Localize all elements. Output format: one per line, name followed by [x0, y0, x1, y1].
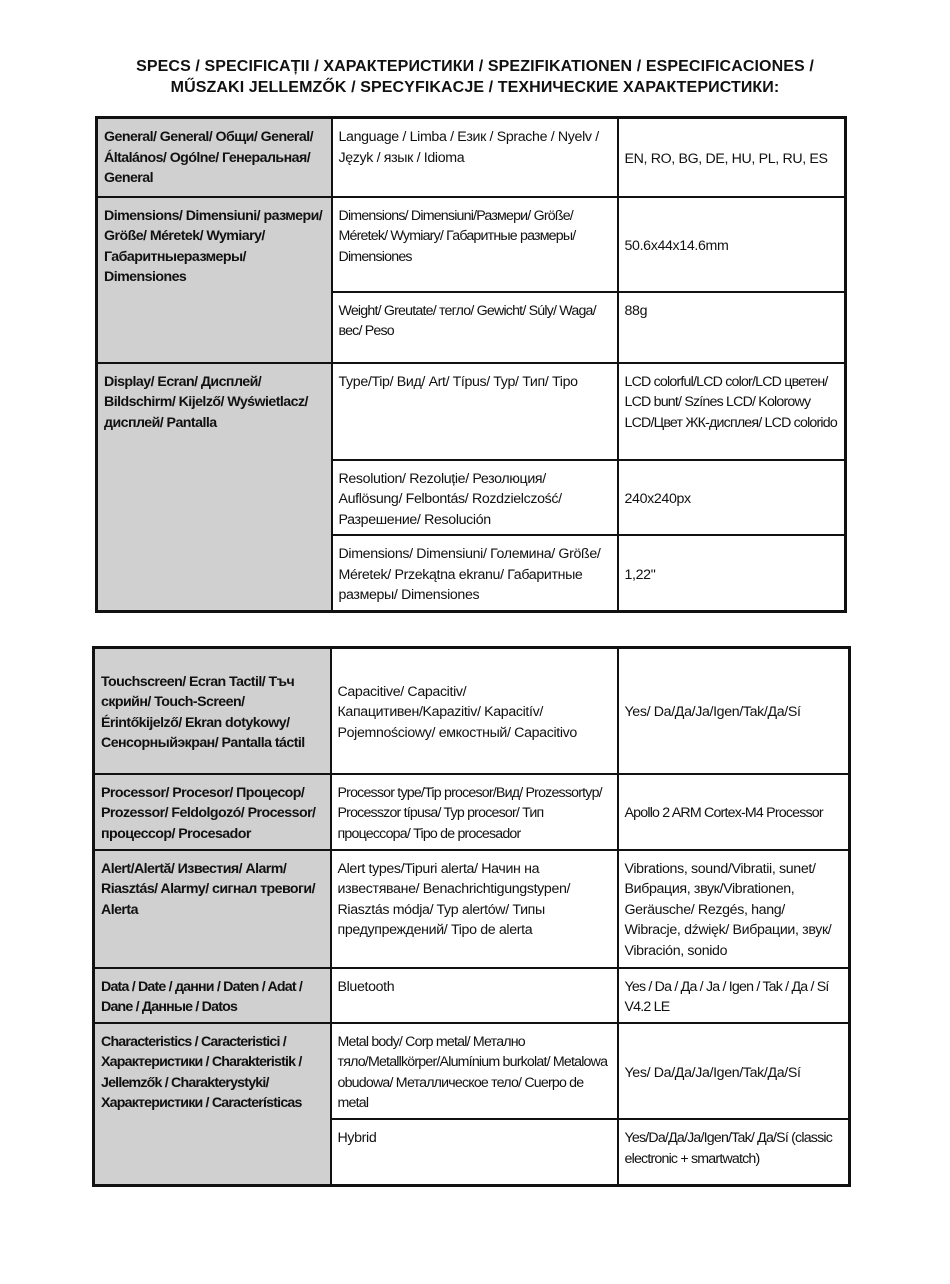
alert-value: Vibrations, sound/Vibratii, sunet/ Вибрация, звук/Vibrationen, Geräusche/ Rezgés, hang/ Wibracje, dźwięk/ Вибрации, звук/ Vibración, sonido	[618, 850, 850, 968]
processor-label: Processor type/Tip procesor/Вид/ Prozessortyp/ Processzor típusa/ Typ procesor/ Тип процессора/ Tipo de procesador	[331, 774, 618, 850]
metal-body-label: Metal body/ Corp metal/ Метално тяло/Metallkörper/Alumínium burkolat/ Metalowa obudowa/ Металлическое тело/ Cuerpo de metal	[331, 1023, 618, 1119]
category-display: Display/ Ecran/ Дисплей/ Bildschirm/ Kijelző/ Wyświetlacz/ дисплей/ Pantalla	[97, 363, 332, 612]
display-type-value: LCD colorful/LCD color/LCD цветен/ LCD bunt/ Színes LCD/ Kolorowy LCD/Цвет ЖК-дисплея/ LCD colorido	[618, 363, 846, 460]
resolution-label: Resolution/ Rezoluție/ Резолюция/ Auflösung/ Felbontás/ Rozdzielczość/ Разрешение/ Resolución	[332, 460, 618, 536]
category-processor: Processor/ Procesor/ Процесор/ Prozessor/ Feldolgozó/ Processor/ процессор/ Procesador	[94, 774, 331, 850]
table-row	[94, 850, 850, 968]
touchscreen-value: Yes/ Da/Да/Ja/Igen/Tak/Да/Sí	[618, 648, 850, 774]
table-row	[97, 118, 846, 197]
specs-table-1	[95, 116, 847, 613]
weight-value: 88g	[618, 292, 846, 363]
table-row	[94, 774, 850, 850]
title-line-1: SPECS / SPECIFICAȚII / ХАРАКТЕРИСТИКИ / SPEZIFIKATIONEN / ESPECIFICACIONES /	[136, 58, 814, 75]
weight-label: Weight/ Greutate/ тегло/ Gewicht/ Súly/ Waga/ вес/ Peso	[332, 292, 618, 363]
category-touchscreen: Touchscreen/ Ecran Tactil/ Tъч скрийн/ Touch-Screen/ Érintőkijelző/ Ekran dotykowy/ Сенсорныйэкран/ Pantalla táctil	[94, 648, 331, 774]
table-row	[94, 1023, 850, 1119]
processor-value: Apollo 2 ARM Cortex-M4 Processor	[618, 774, 850, 850]
title-line-2: MŰSZAKI JELLEMZŐK / SPECYFIKACJE / ТЕХНИЧЕСКИЕ ХАРАКТЕРИСТИКИ:	[170, 79, 780, 96]
metal-body-value: Yes/ Da/Да/Ja/Igen/Tak/Да/Sí	[618, 1023, 850, 1119]
category-dimensions: Dimensions/ Dimensiuni/ размери/ Größe/ Méretek/ Wymiary/ Габаритныеразмеры/ Dimensiones	[97, 197, 332, 363]
category-general: General/ General/ Общи/ General/ Általános/ Ogólne/ Генеральная/ General	[97, 118, 332, 197]
category-characteristics: Characteristics / Caracteristici / Характеристики / Charakteristik / Jellemzők / Charakterystyki/ Характеристики / Características	[94, 1023, 331, 1185]
bluetooth-label: Bluetooth	[331, 968, 618, 1023]
category-data: Data / Date / данни / Daten / Adat / Dane / Данные / Datos	[94, 968, 331, 1023]
table-row	[97, 363, 846, 460]
page-title	[0, 56, 950, 98]
category-alert: Alert/Alertă/ Известия/ Alarm/ Riasztás/ Alarmy/ сигнал тревоги/ Alerta	[94, 850, 331, 968]
specs-table-2	[92, 646, 851, 1187]
language-value: EN, RO, BG, DE, HU, PL, RU, ES	[618, 118, 846, 197]
table-row	[94, 648, 850, 774]
touchscreen-label: Capacitive/ Capacitiv/ Капацитивен/Kapazitiv/ Kapacitív/ Pojemnościowy/ емкостный/ Capacitivo	[331, 648, 618, 774]
resolution-value: 240x240px	[618, 460, 846, 536]
table-row	[94, 968, 850, 1023]
hybrid-value: Yes/Da/Да/Ja/Igen/Tak/ Да/Sí (classic electronic + smartwatch)	[618, 1119, 850, 1185]
table-row	[97, 197, 846, 292]
dimensions-value: 50.6x44x14.6mm	[618, 197, 846, 292]
alert-label: Alert types/Tipuri alerta/ Начин на известяване/ Benachrichtigungstypen/ Riasztás módja/ Typ alertów/ Типы предупреждений/ Tipo de alerta	[331, 850, 618, 968]
language-label: Language / Limba / Език / Sprache / Nyelv / Język / язык / Idioma	[332, 118, 618, 197]
bluetooth-value: Yes / Da / Да / Ja / Igen / Tak / Да / Sí V4.2 LE	[618, 968, 850, 1023]
screen-size-value: 1,22"	[618, 535, 846, 611]
dimensions-label: Dimensions/ Dimensiuni/Размери/ Größe/ Méretek/ Wymiary/ Габаритные размеры/ Dimensiones	[332, 197, 618, 292]
hybrid-label: Hybrid	[331, 1119, 618, 1185]
display-type-label: Type/Tip/ Вид/ Art/ Típus/ Typ/ Тип/ Tipo	[332, 363, 618, 460]
screen-size-label: Dimensions/ Dimensiuni/ Големина/ Größe/ Méretek/ Przekątna ekranu/ Габаритные размеры/ Dimensiones	[332, 535, 618, 611]
